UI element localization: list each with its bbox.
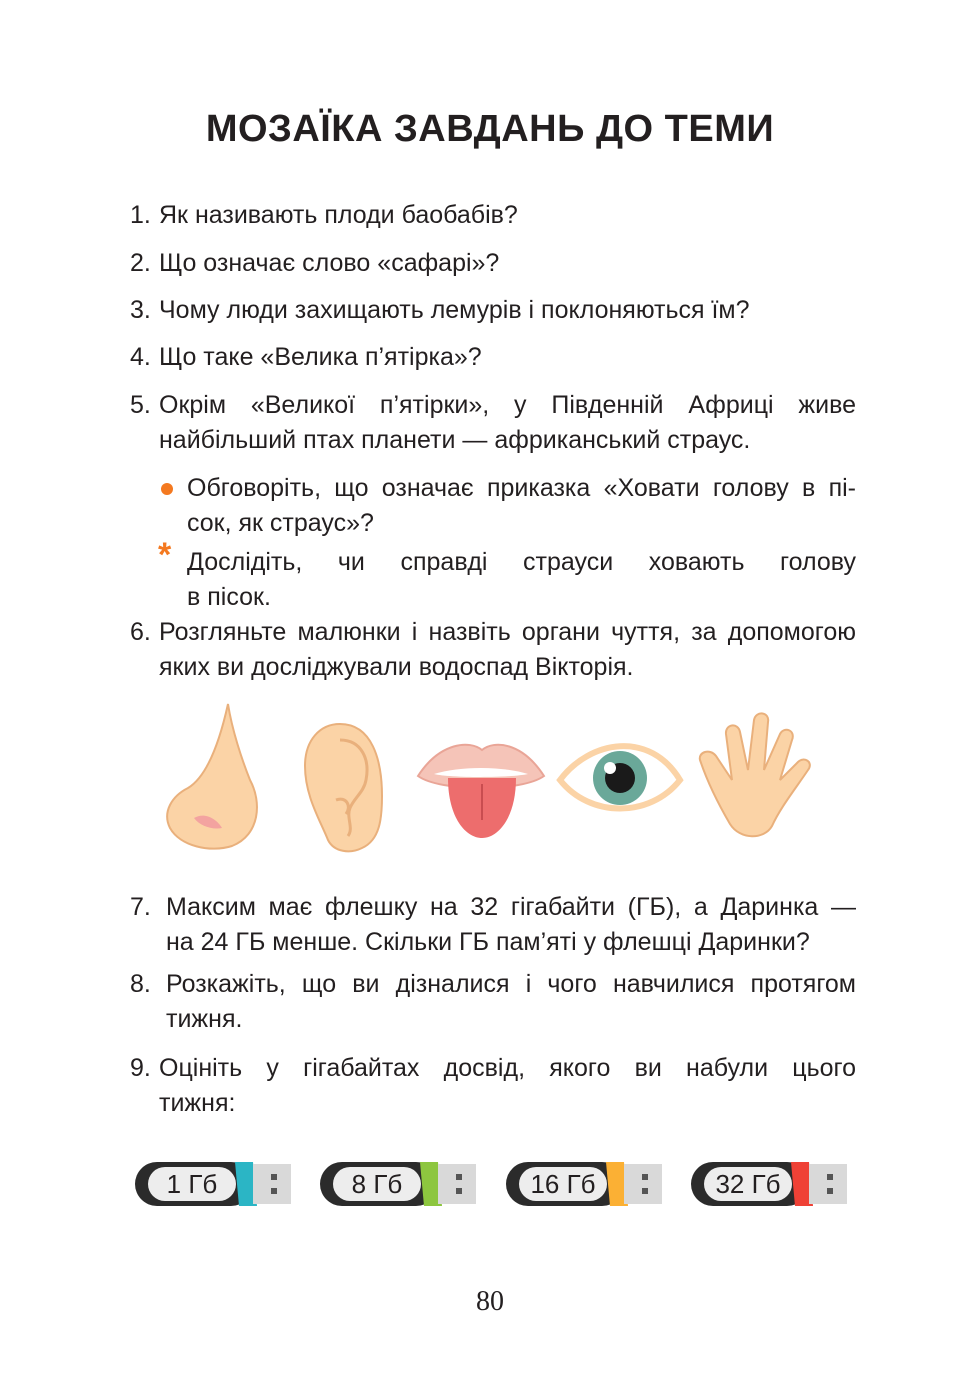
question-text-line-2: тижня:	[159, 1089, 236, 1117]
question-number: 2.	[130, 249, 151, 277]
question-text: Чому люди захищають лемурів і поклоняються їм?	[159, 296, 750, 324]
question-number: 5.	[130, 391, 151, 419]
question-text: Що означає слово «сафарі»?	[159, 249, 500, 277]
flash-drive-16gb	[506, 1162, 666, 1206]
question-text-line-2: на 24 ГБ менше. Скільки ГБ пам’яті у флешці Даринки?	[166, 928, 810, 956]
nose-icon	[167, 704, 257, 849]
question-text: Як називають плоди баобабів?	[159, 201, 518, 229]
sense-organs-illustration	[150, 700, 830, 860]
question-text-line-1: Розкажіть, що ви дізналися і чого навчилися протягом	[166, 970, 856, 998]
question-text: Що таке «Велика п’ятірка»?	[159, 343, 482, 371]
subitem-1-line-2: сок, як страус»?	[187, 509, 374, 537]
ear-icon	[305, 724, 382, 851]
flash-drive-label: 16 Гб	[519, 1167, 607, 1201]
flash-drive-label: 1 Гб	[148, 1167, 236, 1201]
page-title: МОЗАЇКА ЗАВДАНЬ ДО ТЕМИ	[205, 108, 775, 150]
question-number: 3.	[130, 296, 151, 324]
page-number: 80	[476, 1286, 504, 1317]
question-text-line-2: тижня.	[166, 1005, 243, 1033]
flash-drive-8gb	[320, 1162, 480, 1206]
question-text-line-2: найбільший птах планети — африканський страус.	[159, 426, 751, 454]
question-number: 9.	[130, 1054, 151, 1082]
question-text-line-1: Оцініть у гігабайтах досвід, якого ви набули цього	[159, 1054, 856, 1082]
subitem-1-line-1: Обговоріть, що означає приказка «Ховати голову в пі-	[187, 474, 856, 502]
subitem-2-line-2: в пісок.	[187, 583, 271, 611]
question-text-line-1: Розгляньте малюнки і назвіть органи чуття, за допомогою	[159, 618, 856, 646]
flash-drive-32gb	[691, 1162, 851, 1206]
flash-drive-label: 8 Гб	[333, 1167, 421, 1201]
bullet-icon	[161, 483, 173, 495]
tongue-icon	[418, 745, 544, 838]
flash-drive-1gb	[135, 1162, 295, 1206]
eye-icon	[560, 746, 680, 808]
flash-drive-label: 32 Гб	[704, 1167, 792, 1201]
subitem-2-line-1: Дослідіть, чи справді страуси ховають голову	[187, 548, 856, 576]
question-number: 7.	[130, 893, 151, 921]
question-text-line-1: Максим має флешку на 32 гігабайти (ГБ), а Даринка —	[166, 893, 856, 921]
asterisk-icon: *	[158, 536, 172, 574]
question-number: 8.	[130, 970, 151, 998]
hand-icon	[700, 713, 810, 836]
question-text-line-1: Окрім «Великої п’ятірки», у Південній Африці живе	[159, 391, 856, 419]
question-number: 4.	[130, 343, 151, 371]
question-number: 6.	[130, 618, 151, 646]
question-number: 1.	[130, 201, 151, 229]
question-text-line-2: яких ви досліджували водоспад Вікторія.	[159, 653, 634, 681]
